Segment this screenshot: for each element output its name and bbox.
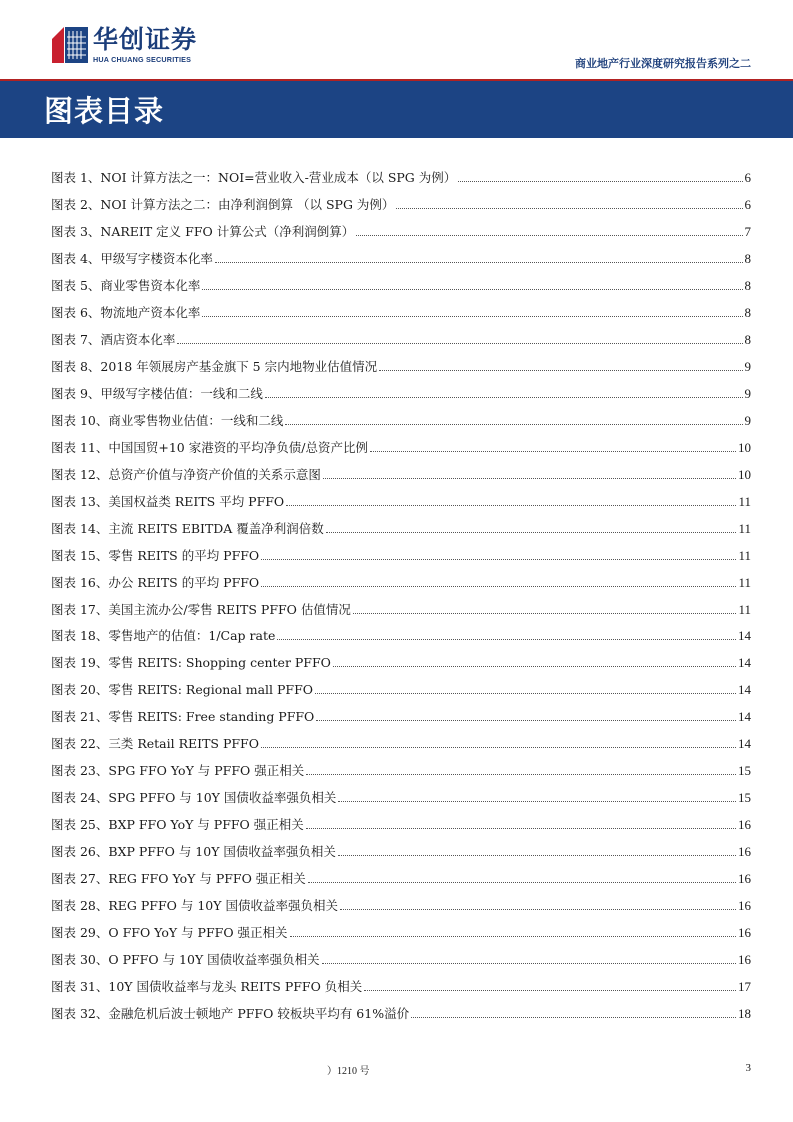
section-title-bar (0, 81, 793, 138)
toc-entry-page: 11 (738, 574, 751, 590)
toc-entry-label: 图表 26、BXP PFFO 与 10Y 国债收益率强负相关 (51, 844, 336, 860)
toc-entry[interactable] (51, 573, 751, 600)
page-title: 图表目录 (44, 94, 165, 128)
toc-entry-page: 9 (744, 412, 751, 428)
toc-entry-label: 图表 17、美国主流办公/零售 REITS PFFO 估值情况 (51, 601, 351, 617)
toc-entry[interactable] (51, 653, 751, 680)
toc-entry-page: 16 (738, 898, 751, 914)
toc-entry-label: 图表 10、商业零售物业估值：一线和二线 (51, 412, 284, 428)
toc-entry[interactable] (51, 384, 751, 411)
toc-entry[interactable] (51, 707, 751, 734)
toc-entry-page: 8 (744, 331, 751, 347)
toc-entry-page: 9 (744, 385, 751, 401)
toc-entry-label: 图表 15、零售 REITS 的平均 PFFO (51, 547, 260, 563)
toc-entry[interactable] (51, 923, 751, 950)
toc-entry[interactable] (51, 815, 751, 842)
logo-mark-icon (52, 27, 88, 63)
footer-note: ）1210 号 (327, 1066, 370, 1077)
toc-entry[interactable] (51, 788, 751, 815)
toc-entry[interactable] (51, 249, 751, 276)
toc-leader-dots (322, 963, 736, 964)
toc-entry[interactable] (51, 519, 751, 546)
toc-entry[interactable] (51, 411, 751, 438)
toc-entry-page: 11 (738, 520, 751, 536)
toc-entry-page: 15 (738, 790, 751, 806)
toc-entry-page: 6 (744, 196, 751, 212)
toc-entry-label: 图表 11、中国国贸+10 家港资的平均净负债/总资产比例 (51, 439, 368, 455)
toc-leader-dots (326, 532, 737, 533)
toc-leader-dots (202, 289, 742, 290)
toc-entry-label: 图表 28、REG PFFO 与 10Y 国债收益率强负相关 (51, 898, 338, 914)
toc-entry[interactable] (51, 626, 751, 653)
page-header (0, 0, 793, 80)
toc-entry-page: 16 (738, 844, 751, 860)
toc-entry-label: 图表 23、SPG FFO YoY 与 PFFO 强正相关 (51, 763, 305, 779)
toc-entry[interactable] (51, 438, 751, 465)
toc-leader-dots (353, 613, 737, 614)
toc-entry-label: 图表 6、物流地产资本化率 (51, 304, 201, 320)
toc-entry[interactable] (51, 546, 751, 573)
toc-leader-dots (202, 316, 742, 317)
toc-entry-label: 图表 29、O FFO YoY 与 PFFO 强正相关 (51, 925, 288, 941)
toc-entry[interactable] (51, 276, 751, 303)
toc-leader-dots (306, 774, 736, 775)
toc-entry[interactable] (51, 842, 751, 869)
toc-entry-label: 图表 2、NOI 计算方法之二：由净利润倒算 （以 SPG 为例） (51, 196, 395, 212)
toc-entry-page: 15 (738, 763, 751, 779)
toc-entry[interactable] (51, 869, 751, 896)
toc-entry-label: 图表 24、SPG PFFO 与 10Y 国债收益率强负相关 (51, 790, 337, 806)
toc-entry-page: 16 (738, 925, 751, 941)
toc-entry-page: 17 (738, 979, 751, 995)
report-series-title: 商业地产行业深度研究报告系列之二 (575, 57, 751, 70)
toc-leader-dots (333, 666, 736, 667)
toc-entry-page: 14 (738, 709, 751, 725)
toc-entry[interactable] (51, 465, 751, 492)
toc-leader-dots (290, 936, 736, 937)
toc-entry-label: 图表 18、零售地产的估值：1/Cap rate (51, 628, 276, 644)
toc-entry-page: 14 (738, 628, 751, 644)
toc-entry-label: 图表 19、零售 REITS: Shopping center PFFO (51, 655, 331, 671)
toc-entry[interactable] (51, 977, 751, 1004)
toc-leader-dots (277, 639, 736, 640)
toc-entry-label: 图表 21、零售 REITS: Free standing PFFO (51, 709, 315, 725)
toc-entry-page: 14 (738, 655, 751, 671)
toc-entry[interactable] (51, 357, 751, 384)
toc-leader-dots (458, 181, 742, 182)
toc-leader-dots (379, 370, 742, 371)
toc-entry-page: 16 (738, 952, 751, 968)
toc-entry-page: 11 (738, 547, 751, 563)
toc-entry[interactable] (51, 680, 751, 707)
toc-entry[interactable] (51, 222, 751, 249)
toc-entry[interactable] (51, 1004, 751, 1031)
figure-list (51, 168, 751, 1031)
toc-entry-label: 图表 3、NAREIT 定义 FFO 计算公式（净利润倒算） (51, 223, 355, 239)
toc-leader-dots (306, 828, 736, 829)
toc-entry-page: 8 (744, 304, 751, 320)
logo-chinese-name: 华创证券 (93, 25, 198, 54)
toc-leader-dots (411, 1017, 736, 1018)
toc-entry-page: 10 (738, 466, 751, 482)
toc-leader-dots (265, 397, 743, 398)
toc-leader-dots (396, 208, 742, 209)
toc-entry-page: 9 (744, 358, 751, 374)
toc-leader-dots (364, 990, 736, 991)
toc-entry[interactable] (51, 330, 751, 357)
toc-entry-page: 14 (738, 682, 751, 698)
toc-entry-label: 图表 30、O PFFO 与 10Y 国债收益率强负相关 (51, 952, 320, 968)
toc-entry-label: 图表 22、三类 Retail REITS PFFO (51, 736, 259, 752)
toc-leader-dots (215, 262, 743, 263)
toc-entry-page: 16 (738, 817, 751, 833)
toc-entry-label: 图表 7、酒店资本化率 (51, 331, 176, 347)
toc-leader-dots (316, 720, 736, 721)
toc-entry-label: 图表 12、总资产价值与净资产价值的关系示意图 (51, 466, 321, 482)
toc-entry-label: 图表 32、金融危机后波士顿地产 PFFO 较板块平均有 61%溢价 (51, 1006, 410, 1022)
toc-entry[interactable] (51, 761, 751, 788)
toc-entry-label: 图表 31、10Y 国债收益率与龙头 REITS PFFO 负相关 (51, 979, 363, 995)
toc-entry[interactable] (51, 303, 751, 330)
toc-entry-page: 16 (738, 871, 751, 887)
toc-leader-dots (261, 747, 736, 748)
header-divider (0, 79, 793, 81)
toc-entry[interactable] (51, 896, 751, 923)
toc-entry-page: 18 (738, 1006, 751, 1022)
toc-entry-label: 图表 4、甲级写字楼资本化率 (51, 250, 213, 266)
toc-entry-label: 图表 25、BXP FFO YoY 与 PFFO 强正相关 (51, 817, 304, 833)
toc-entry-page: 8 (744, 250, 751, 266)
toc-leader-dots (370, 451, 736, 452)
toc-leader-dots (308, 882, 736, 883)
toc-leader-dots (285, 424, 742, 425)
toc-leader-dots (315, 693, 736, 694)
toc-entry-label: 图表 27、REG FFO YoY 与 PFFO 强正相关 (51, 871, 306, 887)
toc-entry-page: 6 (744, 170, 751, 185)
toc-entry-label: 图表 16、办公 REITS 的平均 PFFO (51, 574, 260, 590)
toc-leader-dots (177, 343, 742, 344)
page-number: 3 (745, 1062, 751, 1074)
toc-entry-label: 图表 20、零售 REITS: Regional mall PFFO (51, 682, 313, 698)
toc-entry[interactable] (51, 600, 751, 627)
toc-leader-dots (340, 909, 736, 910)
toc-entry-label: 图表 8、2018 年领展房产基金旗下 5 宗内地物业估值情况 (51, 358, 378, 374)
toc-leader-dots (323, 478, 736, 479)
toc-entry[interactable] (51, 950, 751, 977)
toc-entry-page: 8 (744, 277, 751, 293)
toc-entry-page: 14 (738, 736, 751, 752)
toc-entry[interactable] (51, 734, 751, 761)
toc-entry-page: 7 (744, 223, 751, 239)
toc-leader-dots (286, 505, 736, 506)
toc-entry-page: 10 (738, 439, 751, 455)
toc-leader-dots (356, 235, 742, 236)
toc-leader-dots (261, 559, 736, 560)
toc-leader-dots (338, 801, 736, 802)
toc-entry-label: 图表 5、商业零售资本化率 (51, 277, 201, 293)
toc-entry-label: 图表 1、NOI 计算方法之一：NOI=营业收入-营业成本（以 SPG 为例） (51, 170, 457, 185)
logo-english-name: HUA CHUANG SECURITIES (93, 55, 192, 64)
toc-leader-dots (338, 855, 736, 856)
toc-leader-dots (261, 586, 736, 587)
toc-entry[interactable] (51, 195, 751, 222)
toc-entry[interactable] (51, 492, 751, 519)
toc-entry[interactable] (51, 168, 751, 195)
toc-entry-label: 图表 13、美国权益类 REITS 平均 PFFO (51, 493, 285, 509)
toc-entry-label: 图表 9、甲级写字楼估值：一线和二线 (51, 385, 263, 401)
toc-entry-page: 11 (738, 493, 751, 509)
company-logo (52, 27, 197, 64)
toc-entry-label: 图表 14、主流 REITS EBITDA 覆盖净利润倍数 (51, 520, 324, 536)
toc-entry-page: 11 (738, 601, 751, 617)
